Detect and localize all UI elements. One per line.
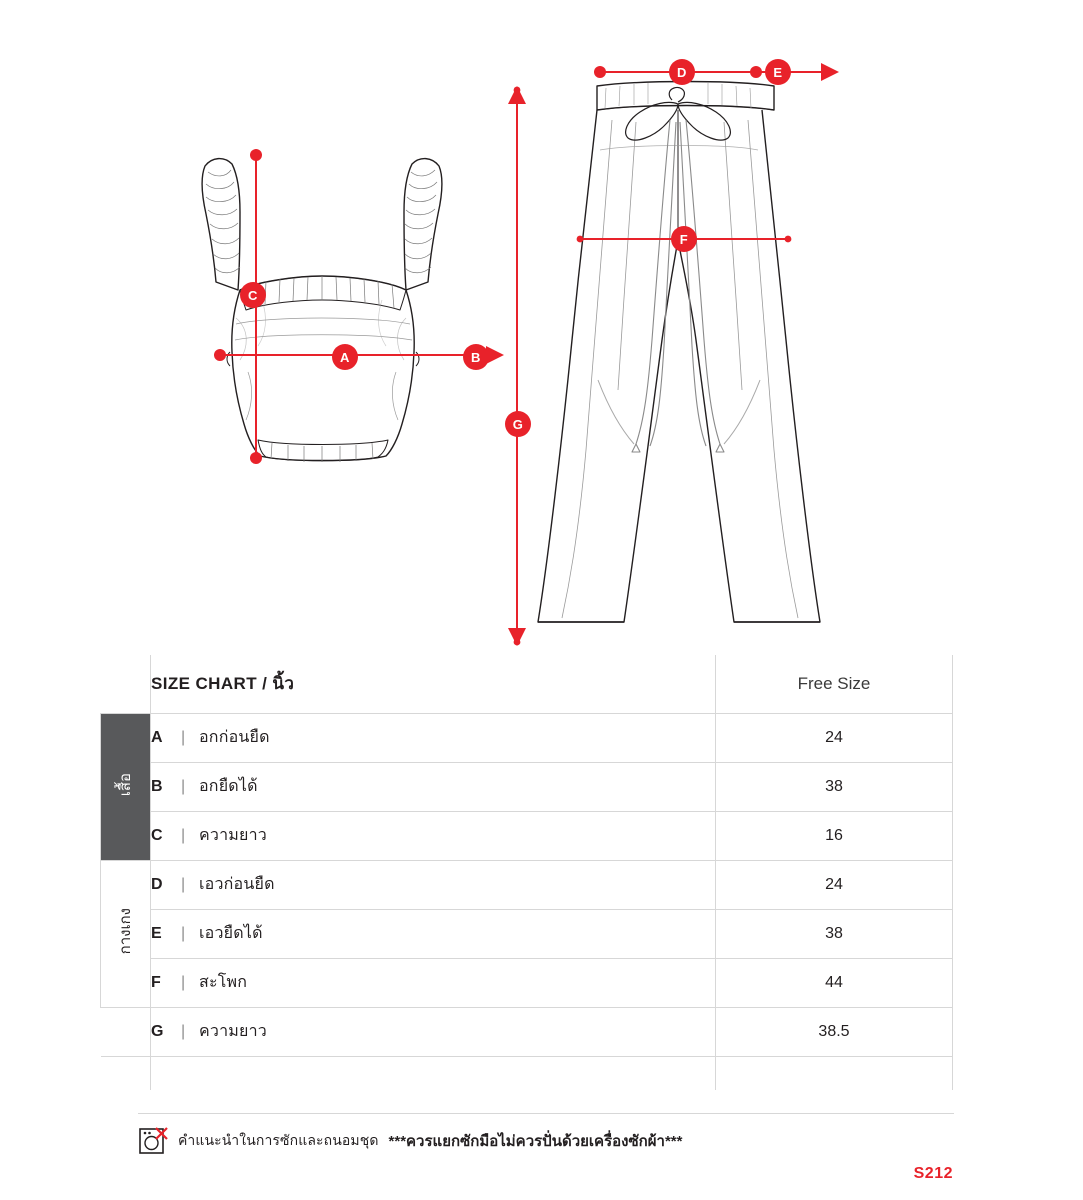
row-label-c: C | ความยาว [151, 811, 716, 860]
product-code: S212 [913, 1165, 953, 1182]
row-value-d: 24 [716, 860, 953, 909]
row-label-a: A | อกก่อนยืด [151, 713, 716, 762]
row-label-e: E | เอวยืดได้ [151, 909, 716, 958]
row-label-d: D | เอวก่อนยืด [151, 860, 716, 909]
table-row [101, 1007, 953, 1056]
marker-c: C [240, 282, 266, 308]
table-row [101, 958, 953, 1007]
size-chart-title: SIZE CHART / นิ้ว [151, 655, 716, 713]
group-label-top: เสื้อ [101, 713, 151, 860]
row-value-g: 38.5 [716, 1007, 953, 1056]
row-value-e: 38 [716, 909, 953, 958]
care-instructions [138, 1113, 954, 1156]
pants-garment-sketch [538, 82, 820, 623]
size-chart-table [100, 655, 953, 1090]
marker-d: D [669, 59, 695, 85]
marker-g: G [505, 411, 531, 437]
row-value-c: 16 [716, 811, 953, 860]
washing-machine-no-icon [138, 1126, 168, 1156]
row-label-f: F | สะโพก [151, 958, 716, 1007]
table-row [101, 713, 953, 762]
care-text: คำแนะนำในการซักและถนอมชุด [178, 1132, 379, 1148]
row-value-a: 24 [716, 713, 953, 762]
size-column-header: Free Size [716, 655, 953, 713]
table-header-row [101, 655, 953, 713]
marker-a: A [332, 344, 358, 370]
table-row [101, 762, 953, 811]
table-spacer-row [101, 1056, 953, 1090]
marker-e: E [765, 59, 791, 85]
table-row [101, 909, 953, 958]
marker-f: F [671, 226, 697, 252]
row-value-f: 44 [716, 958, 953, 1007]
marker-b: B [463, 344, 489, 370]
row-label-g: G | ความยาว [151, 1007, 716, 1056]
table-row [101, 860, 953, 909]
row-value-b: 38 [716, 762, 953, 811]
top-measure-lines [220, 155, 500, 458]
group-label-pants: กางเกง [101, 860, 151, 1007]
top-garment-sketch [202, 159, 442, 462]
row-label-b: B | อกยืดได้ [151, 762, 716, 811]
table-row [101, 811, 953, 860]
care-warning: ***ควรแยกซักมือไม่ควรปั่นด้วยเครื่องซักผ้า*** [388, 1133, 683, 1150]
size-chart-table-wrap [100, 655, 952, 1090]
